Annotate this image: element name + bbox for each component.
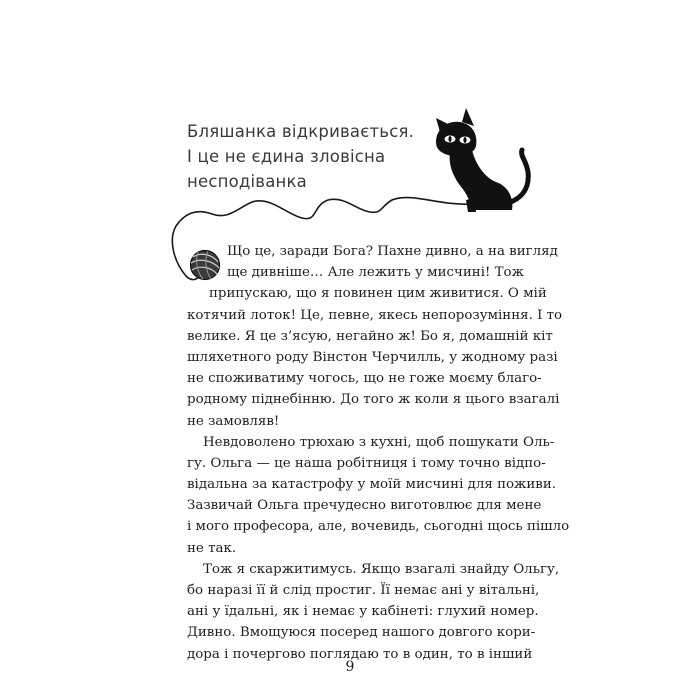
paragraph — [187, 559, 560, 665]
black-cat-icon — [436, 108, 528, 212]
text-line: Що це, заради Бога? Пахне дивно, а на вигляд — [227, 244, 558, 259]
text-line: бо наразі її й слід простиг. Її немає ані у вітальні, — [187, 583, 540, 598]
chapter-title-line: Бляшанка відкривається. — [187, 122, 415, 141]
text-line: дора і почергово поглядаю то в один, то в інший — [187, 646, 533, 662]
page-number: 9 — [345, 659, 355, 675]
paragraph — [187, 432, 570, 559]
text-line: Невдоволено трюхаю з кухні, щоб пошукати Оль- — [203, 434, 555, 450]
text-line: не так. — [187, 540, 237, 556]
text-line: припускаю, що я повинен цим живитися. О мій — [209, 286, 547, 302]
chapter-title-line: несподіванка — [187, 172, 307, 191]
paragraph — [187, 241, 563, 432]
text-line: котячий лоток! Це, певне, якесь непорозуміння. І то — [187, 307, 563, 323]
text-line: Зазвичай Ольга пречудесно виготовлює для мене — [187, 498, 542, 514]
text-line: не споживатиму чогось, що не гоже моєму благо- — [187, 371, 542, 387]
chapter-title-line: І це не єдина зловісна — [187, 147, 386, 166]
text-line: Дивно. Вмощуюся посеред нашого довгого кори- — [187, 625, 536, 641]
text-line: відальна за катастрофу у моїй мисчині для поживи. — [187, 477, 557, 493]
text-line: ще дивніше… Але лежить у мисчині! Тож — [227, 265, 524, 281]
body-text — [187, 241, 570, 665]
text-line: гу. Ольга — це наша робітниця і тому точно відпо- — [187, 455, 546, 471]
text-line: родному піднебінню. До того ж коли я цього взагалі — [187, 392, 560, 408]
text-line: не замовляв! — [187, 413, 280, 429]
text-line: ані у їдальні, як і немає у кабінеті: глухий номер. — [187, 604, 539, 620]
text-line: Тож я скаржитимусь. Якщо взагалі знайду Ольгу, — [203, 561, 560, 577]
text-line: шляхетного роду Вінстон Черчилль, у жодному разі — [187, 349, 558, 365]
text-line: велике. Я це з’ясую, негайно ж! Бо я, домашній кіт — [187, 328, 553, 344]
text-line: і мого професора, але, вочевидь, сьогодні щось пішло — [187, 519, 570, 535]
